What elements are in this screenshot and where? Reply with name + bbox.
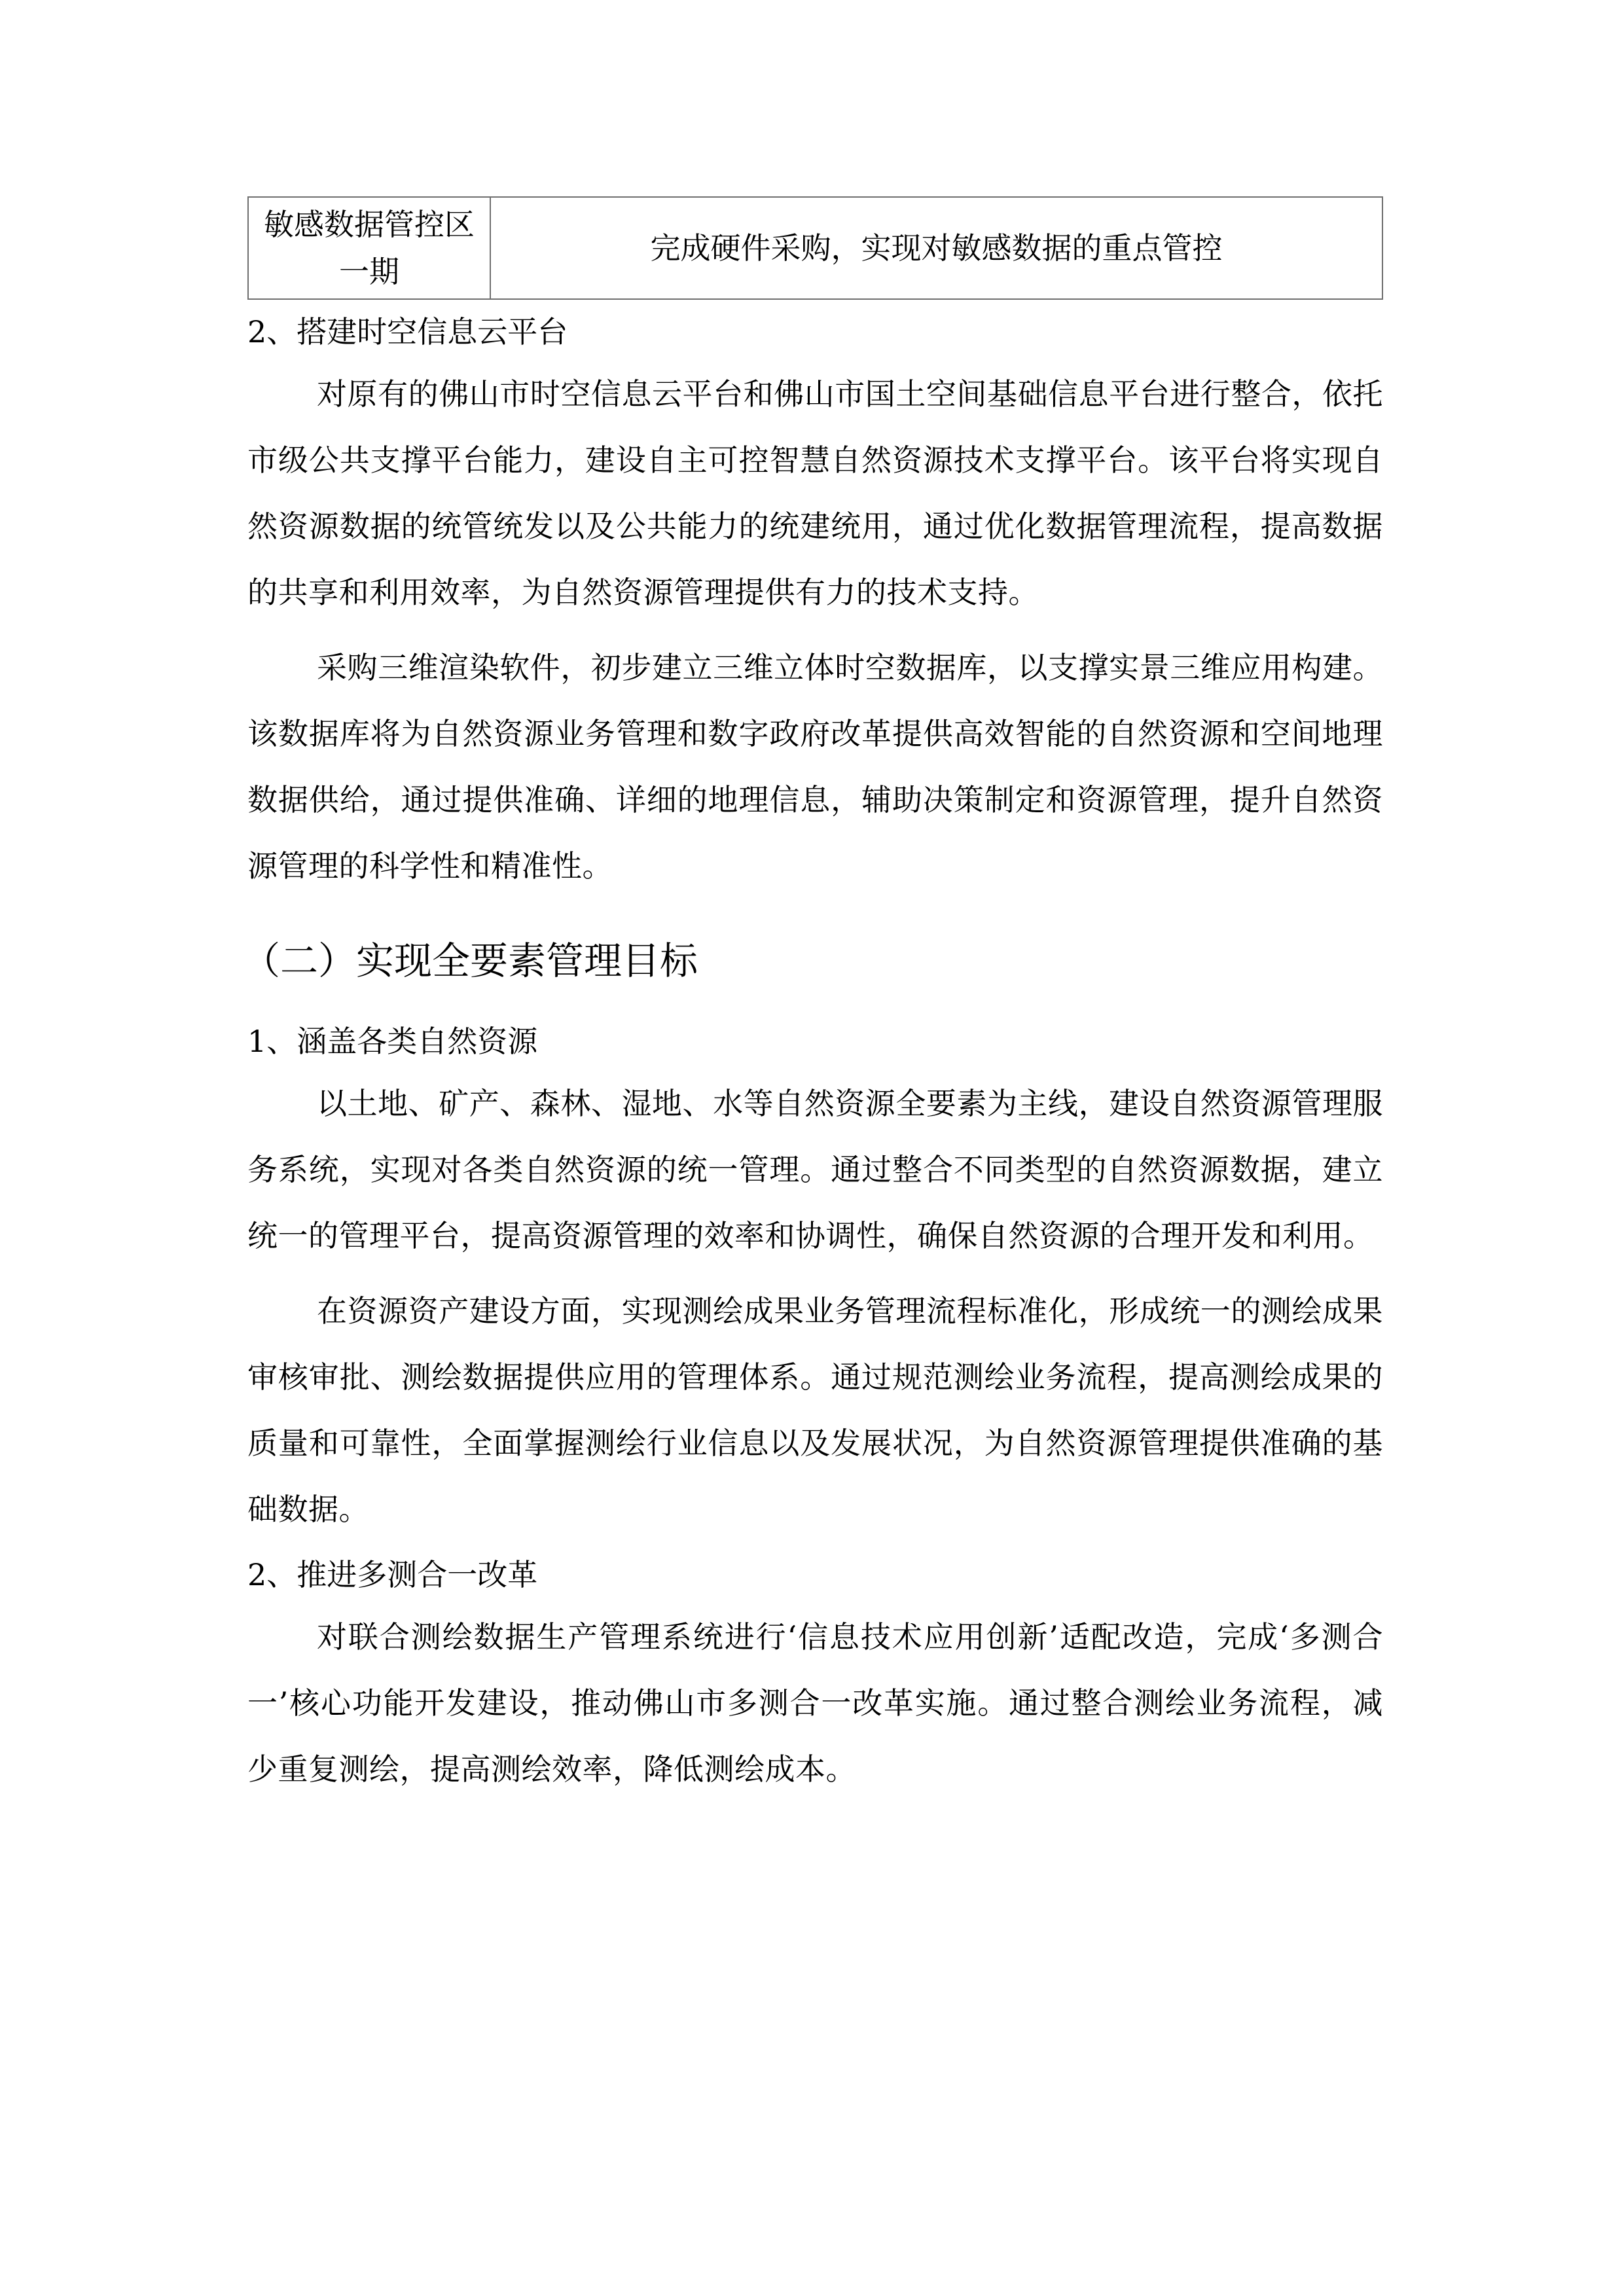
table-row — [248, 197, 1382, 299]
table-cell-content: 完成硬件采购，实现对敏感数据的重点管控 — [490, 197, 1382, 299]
section-heading: 2、推进多测合一改革 — [247, 1557, 538, 1592]
paragraph: 对联合测绘数据生产管理系统进行‘信息技术应用创新’适配改造，完成‘多测合一’核心功能开发建设，推动佛山市多测合一改革实施。通过整合测绘业务流程，减少重复测绘，提高测绘效率，降低测绘成本。 — [247, 1619, 1383, 1787]
paragraph: 对原有的佛山市时空信息云平台和佛山市国土空间基础信息平台进行整合，依托市级公共支撑平台能力，建设自主可控智慧自然资源技术支撑平台。该平台将实现自然资源数据的统管统发以及公共能力的统建统用，通过优化数据管理流程，提高数据的共享和利用效率，为自然资源管理提供有力的技术支持。 — [247, 376, 1383, 610]
table-label-line2: 一期 — [339, 254, 399, 289]
section-heading: 1、涵盖各类自然资源 — [247, 1024, 538, 1059]
table-cell-label — [248, 197, 490, 299]
part-heading: （二）实现全要素管理目标 — [242, 939, 698, 983]
document-page — [242, 196, 1383, 1803]
table-label-line1: 敏感数据管控区 — [264, 207, 475, 242]
section-heading: 2、搭建时空信息云平台 — [247, 314, 568, 350]
spec-table — [247, 196, 1383, 300]
paragraph: 采购三维渲染软件，初步建立三维立体时空数据库，以支撑实景三维应用构建。该数据库将为自然资源业务管理和数字政府改革提供高效智能的自然资源和空间地理数据供给，通过提供准确、详细的地理信息，辅助决策制定和资源管理，提升自然资源管理的科学性和精准性。 — [247, 650, 1383, 884]
paragraph: 以土地、矿产、森林、湿地、水等自然资源全要素为主线，建设自然资源管理服务系统，实现对各类自然资源的统一管理。通过整合不同类型的自然资源数据，建立统一的管理平台，提高资源管理的效率和协调性，确保自然资源的合理开发和利用。 — [247, 1086, 1383, 1253]
paragraph: 在资源资产建设方面，实现测绘成果业务管理流程标准化，形成统一的测绘成果审核审批、测绘数据提供应用的管理体系。通过规范测绘业务流程，提高测绘成果的质量和可靠性，全面掌握测绘行业信息以及发展状况，为自然资源管理提供准确的基础数据。 — [247, 1293, 1383, 1527]
